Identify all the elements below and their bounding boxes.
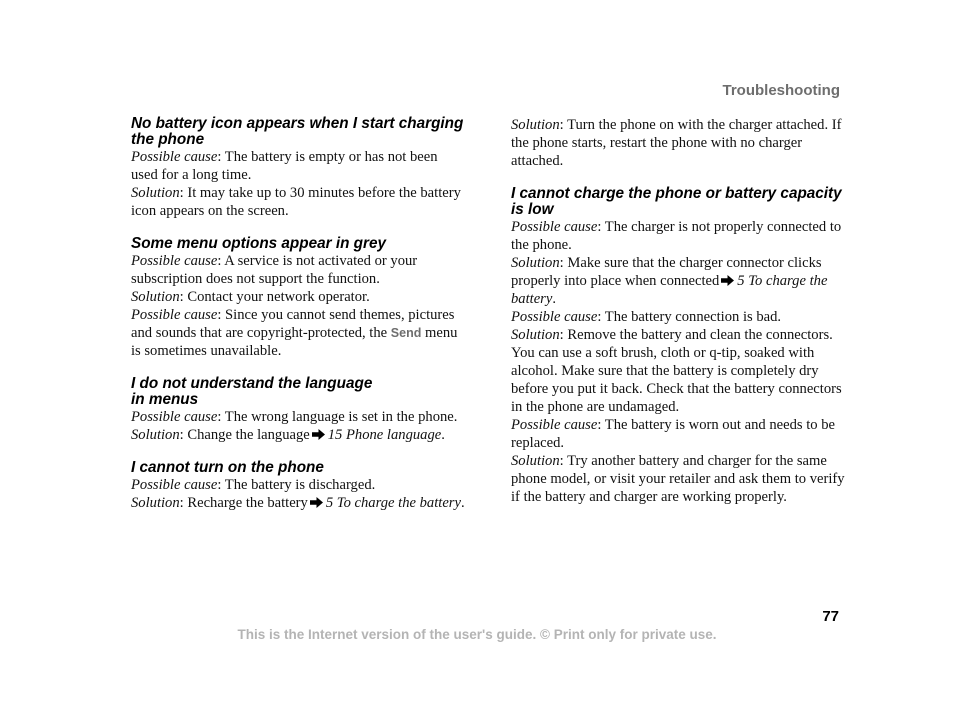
page-reference-link[interactable]: 5 To charge the battery [325, 495, 461, 511]
solution-text: : Remove the battery and clean the connectors. You can use a soft brush, cloth or q-tip, soaked with alcohol. Make sure that the battery is completely dry before you put it back. Check that the battery connectors in the phone are undamaged. [511, 327, 842, 415]
cause-text: : Since you cannot send themes, pictures and sounds that are copyright-protected, the [131, 307, 455, 341]
section-heading: I cannot turn on the phone [131, 459, 324, 476]
solution-label: Solution [131, 289, 180, 305]
page-number: 77 [822, 608, 839, 625]
solution-paragraph [131, 494, 467, 512]
section-cannot-turn-on [131, 460, 467, 512]
cause-paragraph [131, 408, 467, 426]
cause-label: Possible cause [511, 417, 598, 433]
cause-text: : The battery is worn out and needs to be replaced. [511, 417, 835, 451]
section-language [131, 376, 467, 444]
solution-label: Solution [511, 327, 560, 343]
solution-paragraph [511, 254, 847, 308]
right-column [511, 116, 847, 522]
send-menu-name: Send [390, 326, 422, 340]
section-cannot-charge [511, 186, 847, 506]
section-heading: Some menu options appear in grey [131, 235, 386, 252]
section-no-battery-icon [131, 116, 467, 220]
cause-paragraph [131, 306, 467, 360]
solution-paragraph [511, 326, 847, 416]
solution-label: Solution [131, 185, 180, 201]
solution-label: Solution [131, 495, 180, 511]
arrow-right-icon [310, 497, 323, 508]
cause-label: Possible cause [131, 477, 218, 493]
cause-text: : The battery connection is bad. [597, 309, 782, 325]
solution-text: : Recharge the battery [179, 495, 308, 511]
solution-text: : Contact your network operator. [179, 289, 370, 305]
cause-label: Possible cause [131, 409, 218, 425]
section-menu-grey [131, 236, 467, 360]
section-heading: No battery icon appears when I start charging the phone [131, 115, 464, 148]
solution-label: Solution [511, 453, 560, 469]
solution-paragraph [511, 452, 847, 506]
cause-paragraph [511, 308, 847, 326]
solution-text: : Try another battery and charger for the same phone model, or visit your retailer and ask them to verify if the battery and charger are working properly. [511, 453, 845, 505]
solution-label: Solution [131, 427, 180, 443]
solution-paragraph [131, 288, 467, 306]
cause-label: Possible cause [131, 253, 218, 269]
cause-text: : The battery is empty or has not been used for a long time. [131, 149, 438, 183]
solution-text: : It may take up to 30 minutes before the battery icon appears on the screen. [131, 185, 461, 219]
left-column [131, 116, 467, 528]
solution-text: : Change the language [179, 427, 310, 443]
cause-label: Possible cause [131, 307, 218, 323]
solution-paragraph [131, 426, 467, 444]
section-heading [131, 376, 467, 408]
solution-label: Solution [511, 117, 560, 133]
solution-paragraph [511, 116, 847, 170]
cause-text: : The battery is discharged. [217, 477, 376, 493]
cause-text-tail: menu is sometimes unavailable. [131, 325, 458, 359]
cause-text: : A service is not activated or your subscription does not support the function. [131, 253, 418, 287]
period: . [552, 291, 556, 307]
cause-text: : The wrong language is set in the phone. [217, 409, 458, 425]
section-heading: I cannot charge the phone or battery capacity is low [511, 185, 842, 218]
cause-label: Possible cause [511, 309, 598, 325]
period: . [441, 427, 445, 443]
footer-note: This is the Internet version of the user's guide. © Print only for private use. [237, 627, 717, 642]
period: . [460, 495, 465, 511]
cause-label: Possible cause [131, 149, 218, 165]
solution-paragraph [131, 184, 467, 220]
cause-paragraph [131, 476, 467, 494]
heading-line-1: I do not understand the language [131, 375, 373, 392]
solution-text: : Turn the phone on with the charger attached. If the phone starts, restart the phone with no charger attached. [511, 117, 842, 169]
solution-text: : Make sure that the charger connector clicks properly into place when connected [511, 255, 822, 289]
cause-paragraph [511, 416, 847, 452]
cause-paragraph [131, 252, 467, 288]
section-continued [511, 116, 847, 170]
arrow-right-icon [312, 429, 325, 440]
arrow-right-icon [721, 275, 734, 286]
running-header: Troubleshooting [722, 82, 840, 99]
heading-line-2: in menus [131, 391, 199, 408]
cause-label: Possible cause [511, 219, 598, 235]
solution-label: Solution [511, 255, 560, 271]
cause-text: : The charger is not properly connected to the phone. [511, 219, 842, 253]
page-reference-link[interactable]: 15 Phone language [327, 427, 442, 443]
cause-paragraph [511, 218, 847, 254]
page-reference-link[interactable]: 5 To charge the battery [511, 273, 828, 307]
cause-paragraph [131, 148, 467, 184]
